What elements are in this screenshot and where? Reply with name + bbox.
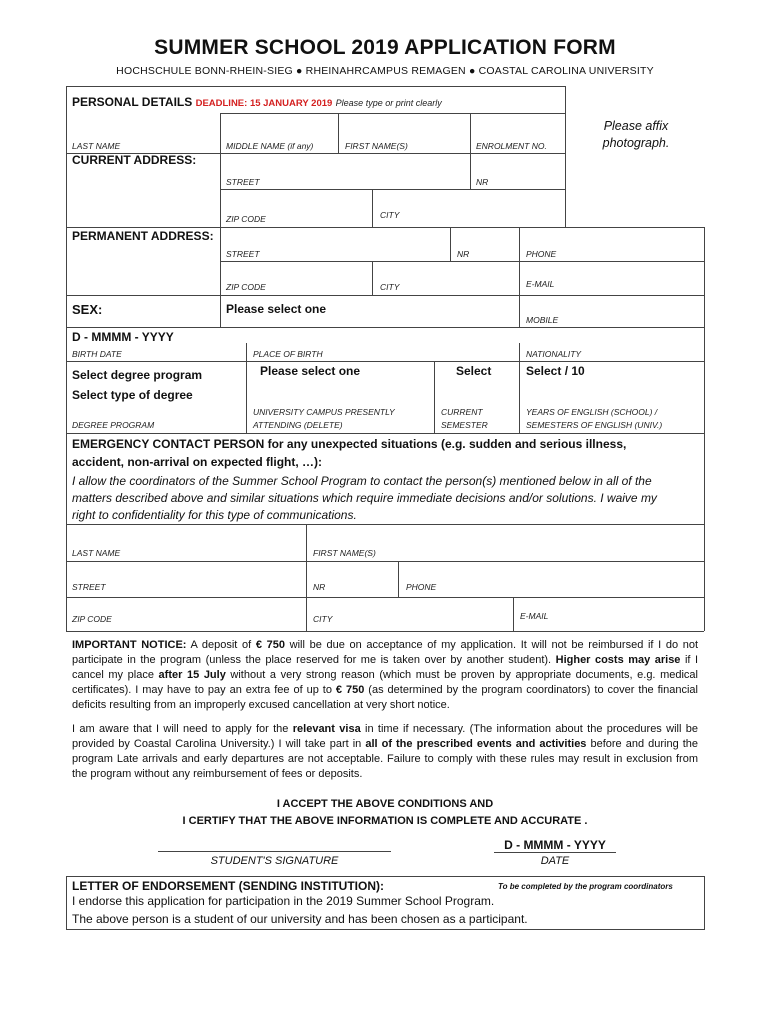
border xyxy=(66,86,67,631)
permanent-address-heading: PERMANENT ADDRESS: xyxy=(72,229,214,243)
accept-line-2: I CERTIFY THAT THE ABOVE INFORMATION IS COMPLETE AND ACCURATE . xyxy=(182,815,588,827)
emergency-street-label: STREET xyxy=(72,582,106,592)
border xyxy=(66,227,565,228)
semester-label-2: SEMESTER xyxy=(441,420,488,430)
border xyxy=(306,524,307,631)
print-hint: Please type or print clearly xyxy=(335,98,442,108)
border xyxy=(220,227,221,327)
border xyxy=(450,227,451,261)
current-address-heading: CURRENT ADDRESS: xyxy=(72,153,197,167)
permanent-street-label: STREET xyxy=(226,249,260,259)
border xyxy=(220,261,704,262)
current-street-label: STREET xyxy=(226,177,260,187)
middle-name-label: MIDDLE NAME (if any) xyxy=(226,141,314,151)
border xyxy=(372,189,373,227)
border xyxy=(704,227,705,631)
border xyxy=(220,113,221,153)
mobile-label: MOBILE xyxy=(526,315,559,325)
endorsement-note: To be completed by the program coordinators xyxy=(498,882,673,891)
border xyxy=(338,113,339,153)
sex-select[interactable]: Please select one xyxy=(226,302,327,316)
border xyxy=(246,361,247,433)
personal-details-heading: PERSONAL DETAILS DEADLINE: 15 JANUARY 2019 Please type or print clearly xyxy=(72,95,442,109)
birth-date-field[interactable]: D - MMMM - YYYY xyxy=(72,330,174,344)
border xyxy=(66,433,704,434)
border xyxy=(246,343,247,361)
place-of-birth-label: PLACE OF BIRTH xyxy=(253,349,323,359)
border xyxy=(220,153,221,227)
emergency-city-label: CITY xyxy=(313,614,333,624)
form-subtitle: HOCHSCHULE BONN-RHEIN-SIEG ● RHEINAHRCAMPUS REMAGEN ● COASTAL CAROLINA UNIVERSITY xyxy=(116,65,654,77)
border xyxy=(66,86,565,87)
permanent-city-label: CITY xyxy=(380,282,400,292)
permanent-nr-label: NR xyxy=(457,249,470,259)
border xyxy=(66,597,704,598)
form-title: SUMMER SCHOOL 2019 APPLICATION FORM xyxy=(154,36,616,59)
english-years-select[interactable]: Select / 10 xyxy=(526,364,585,378)
signature-date-field[interactable]: D - MMMM - YYYY xyxy=(494,838,616,853)
deadline: DEADLINE: 15 JANUARY 2019 xyxy=(195,98,333,109)
english-label-2: SEMESTERS OF ENGLISH (UNIV.) xyxy=(526,420,663,430)
border xyxy=(66,295,704,296)
current-city-label: CITY xyxy=(380,210,400,220)
border xyxy=(66,561,704,562)
border xyxy=(66,631,704,632)
emergency-text-3: right to confidentiality for this type of communications. xyxy=(72,508,357,522)
emergency-phone-label: PHONE xyxy=(406,582,437,592)
border xyxy=(470,153,471,189)
campus-label-1: UNIVERSITY CAMPUS PRESENTLY xyxy=(253,407,395,417)
campus-select[interactable]: Please select one xyxy=(260,364,361,378)
signature-label: STUDENT'S SIGNATURE xyxy=(210,855,339,867)
endorsement-line-2: The above person is a student of our university and has been chosen as a participant. xyxy=(72,912,528,926)
emergency-nr-label: NR xyxy=(313,582,326,592)
semester-label-1: CURRENT xyxy=(441,407,483,417)
important-notice: IMPORTANT NOTICE: A deposit of € 750 will be due on acceptance of my application. It will not be reimbursed if I do not participate in the program (unless the place reserved for me is taken over by another student). Higher costs may arise if I cancel my place after 15 July without a very strong reason (which must be proven by appropriate documents, e.g. medical certificates). I may have to pay an extra fee of up to € 750 (as determined by the program coordinators) to cover the financial deficits resulting from an improperly excused cancellation at very short notice. xyxy=(72,639,699,711)
border xyxy=(66,361,704,362)
english-label-1: YEARS OF ENGLISH (SCHOOL) / xyxy=(526,407,658,417)
border xyxy=(565,227,705,228)
border xyxy=(220,189,565,190)
border xyxy=(470,113,471,153)
border xyxy=(66,524,704,525)
visa-notice: I am aware that I will need to apply for the relevant visa in time if necessary. (The information about the procedures will be provided by Coastal Carolina University.) I will take part in all of the prescribed events and activities before and during the program Late arrivals and early departures are not acceptable. Failure to comply with these rules may result in exclusion from the program without any reimbursement of fees or deposits. xyxy=(72,723,699,780)
border xyxy=(519,361,520,433)
border xyxy=(220,113,565,114)
border xyxy=(519,227,520,327)
last-name-label: LAST NAME xyxy=(72,141,121,151)
emergency-zip-label: ZIP CODE xyxy=(72,614,112,624)
emergency-text-2: matters described above and similar situations which require immediate decisions and/or solutions. I waive my xyxy=(72,491,657,505)
border xyxy=(434,361,435,433)
photo-box: Please affix photograph. xyxy=(602,119,670,150)
accept-line-1: I ACCEPT THE ABOVE CONDITIONS AND xyxy=(276,798,494,810)
border xyxy=(398,561,399,597)
border xyxy=(565,86,566,227)
phone-label: PHONE xyxy=(526,249,557,259)
semester-select[interactable]: Select xyxy=(456,364,492,378)
signature-line[interactable] xyxy=(158,851,391,852)
degree-type-select[interactable]: Select type of degree xyxy=(72,388,193,402)
first-names-label: FIRST NAME(S) xyxy=(345,141,408,151)
current-zip-label: ZIP CODE xyxy=(226,214,266,224)
emergency-text-1: I allow the coordinators of the Summer School Program to contact the person(s) mentioned below in all of the xyxy=(72,474,652,488)
endorsement-line-1: I endorse this application for participation in the 2019 Summer School Program. xyxy=(72,894,495,908)
border xyxy=(372,261,373,295)
emergency-email-label: E-MAIL xyxy=(520,611,549,621)
birth-date-label: BIRTH DATE xyxy=(72,349,122,359)
sex-label: SEX: xyxy=(72,302,103,317)
email-label: E-MAIL xyxy=(526,279,555,289)
emergency-heading-2: accident, non-arrival on expected flight, …): xyxy=(72,455,323,469)
emergency-heading-1: EMERGENCY CONTACT PERSON for any unexpected situations (e.g. sudden and serious illness, xyxy=(72,437,627,451)
endorsement-heading: LETTER OF ENDORSEMENT (SENDING INSTITUTION): xyxy=(72,879,384,893)
campus-label-2: ATTENDING (DELETE) xyxy=(253,420,343,430)
date-label: DATE xyxy=(540,855,570,867)
nationality-label: NATIONALITY xyxy=(526,349,582,359)
border xyxy=(66,327,704,328)
degree-program-select[interactable]: Select degree program xyxy=(72,368,203,382)
emergency-first-names-label: FIRST NAME(S) xyxy=(313,548,376,558)
current-nr-label: NR xyxy=(476,177,489,187)
permanent-zip-label: ZIP CODE xyxy=(226,282,266,292)
enrolment-label: ENROLMENT NO. xyxy=(476,141,547,151)
border xyxy=(519,343,520,361)
degree-program-label: DEGREE PROGRAM xyxy=(72,420,155,430)
emergency-last-name-label: LAST NAME xyxy=(72,548,121,558)
border xyxy=(513,597,514,631)
